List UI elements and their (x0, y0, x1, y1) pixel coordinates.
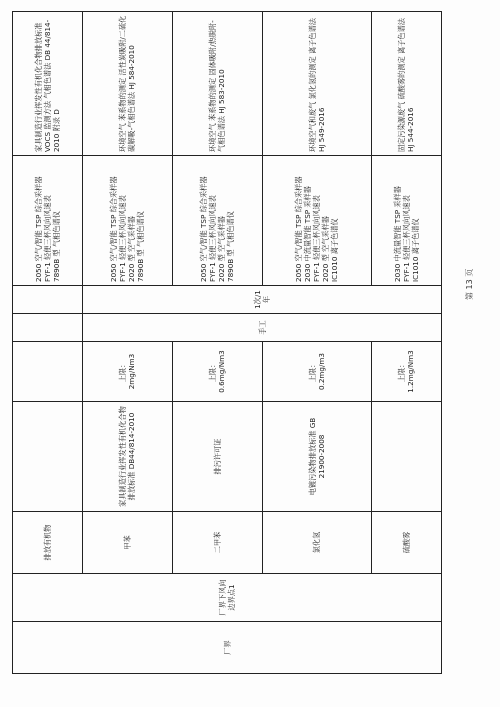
monitoring-table (12, 11, 442, 674)
instruments-cell (371, 156, 441, 286)
instruments-cell (13, 156, 83, 286)
frequency-cell: 1次/1年 (83, 286, 442, 314)
instrument-line: FYF-1 轻便三杯风向风速表 (312, 195, 322, 282)
rotated-monitoring-table (12, 12, 442, 674)
instrument-line: 2030 中流量智能 TSP 采样器 (303, 186, 313, 282)
instrument-line: FYF-1 轻便三杯风向风速表 (401, 195, 411, 282)
point-cell: 厂界下风向边界点1 (13, 574, 442, 622)
method-standard-cell: 环境空气和废气 氯化氢的测定 离子色谱法 HJ 549-2016 (262, 12, 371, 156)
area-cell: 厂界 (13, 622, 442, 674)
table-row (13, 12, 83, 674)
instrument-line: FYF-1 轻便三杯风向风速表 (208, 195, 218, 282)
standard-cell (371, 402, 441, 512)
method-standard-cell: 固定污染源废气 硫酸雾的测定 离子色谱法 HJ 544-2016 (371, 12, 441, 156)
limit-cell (13, 342, 83, 402)
instrument-line: IC1010 离子色谱仪 (330, 218, 340, 282)
instrument-line: 2050 空气/智能 TSP 综合采样器 (199, 176, 209, 282)
standard-cell: 电镀污染物排放标准 GB 21900-2008 (262, 402, 371, 512)
limit-cell: 上限：2mg/Nm3 (83, 342, 173, 402)
instrument-line: 2020 型 空气采样器 (127, 216, 137, 282)
instrument-line: 7890B 型 气相色谱仪 (52, 211, 62, 282)
method-cell: 手工 (83, 314, 442, 342)
instrument-line: IC1010 离子色谱仪 (410, 218, 420, 282)
pollutant-cell: 排放有机物 (13, 512, 83, 574)
standard-cell: 排污许可证 (172, 402, 262, 512)
standard-cell (13, 402, 83, 512)
pollutant-cell: 硫酸雾 (371, 512, 441, 574)
instrument-line: FYF-1 轻便三杯风向风速表 (118, 195, 128, 282)
pollutant-cell: 氯化氢 (262, 512, 371, 574)
pollutant-cell: 二甲苯 (172, 512, 262, 574)
method-standard-cell: 环境空气 苯系物的测定 活性炭吸附/二硫化碳解吸-气相色谱法 HJ 584-2010 (83, 12, 173, 156)
pollutant-cell: 甲苯 (83, 512, 173, 574)
method-standard-cell: 环境空气 苯系物的测定 固体吸附/热脱附-气相色谱法 HJ 583-2010 (172, 12, 262, 156)
instrument-line: FYF-1 轻便三杯风向风速表 (43, 195, 53, 282)
method-standard-cell: 家具制造行业挥发性有机化合物排放标准 VOCS 监测方法 气相色谱法 DB 44/814-2010 附录 D (13, 12, 83, 156)
instrument-line: 2050 空气/智能 TSP 综合采样器 (34, 176, 44, 282)
instrument-line: 2020 型 空气采样器 (217, 216, 227, 282)
instrument-line: 2030 中流量智能 TSP 采样器 (392, 186, 402, 282)
instrument-line: 7890B 型 气相色谱仪 (226, 211, 236, 282)
standard-cell: 家具制造行业挥发性有机化合物排放标准 DB44/814-2010 (83, 402, 173, 512)
method-cell-empty (13, 314, 83, 342)
instruments-cell (83, 156, 173, 286)
instrument-line: 2020 型 空气采样器 (321, 216, 331, 282)
limit-cell: 上限：1.2mg/Nm3 (371, 342, 441, 402)
instruments-cell (262, 156, 371, 286)
instrument-line: 7890B 型 气相色谱仪 (136, 211, 146, 282)
page-number: 第 13 页 (465, 268, 474, 300)
frequency-cell-empty (13, 286, 83, 314)
instruments-cell (172, 156, 262, 286)
limit-cell: 上限：0.6mg/Nm3 (172, 342, 262, 402)
limit-cell: 上限：0.2mg/m3 (262, 342, 371, 402)
instrument-line: 2050 空气/智能 TSP 综合采样器 (294, 176, 304, 282)
instrument-line: 2050 空气/智能 TSP 综合采样器 (109, 176, 119, 282)
